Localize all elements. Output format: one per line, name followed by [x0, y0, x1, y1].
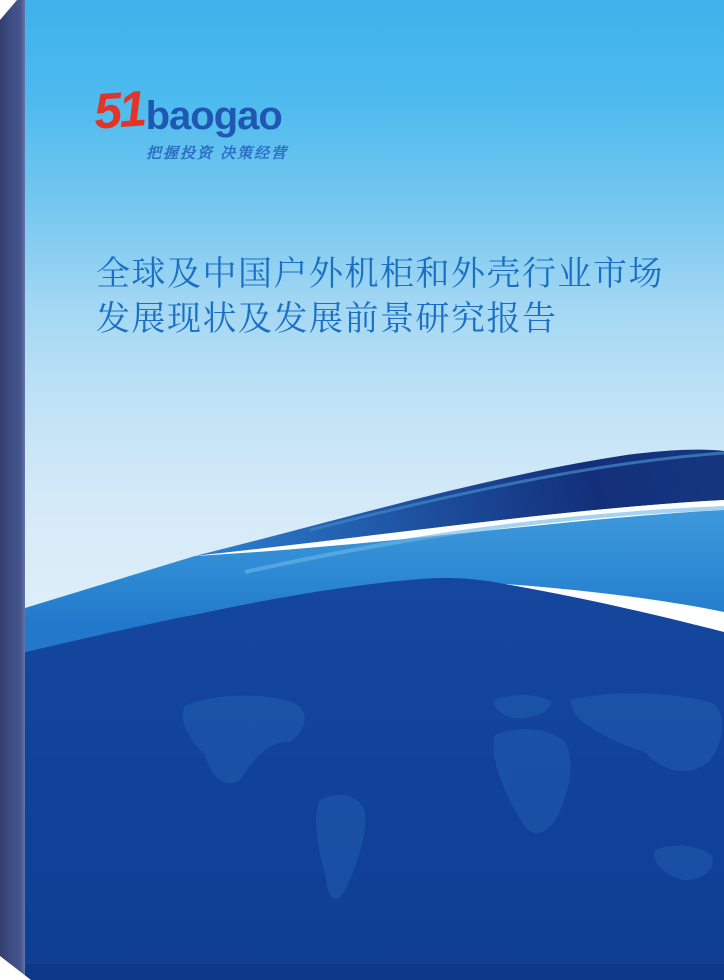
- logo: [92, 80, 289, 163]
- bottom-edge-strip: [25, 964, 724, 980]
- bottom-left-corner-cut: [0, 956, 31, 980]
- wave-dark-mass: [25, 578, 724, 980]
- top-left-corner-cut: [0, 0, 17, 20]
- report-title: [96, 252, 664, 342]
- logo-wordmark: baogao: [145, 94, 282, 138]
- logo-row: [92, 80, 288, 140]
- report-title-line2: 发展现状及发展前景研究报告: [96, 300, 558, 338]
- logo-tagline: 把握投资 决策经营: [146, 145, 289, 162]
- report-title-line1: 全球及中国户外机柜和外壳行业市场: [96, 255, 664, 293]
- logo-mark-51: 51: [92, 80, 146, 140]
